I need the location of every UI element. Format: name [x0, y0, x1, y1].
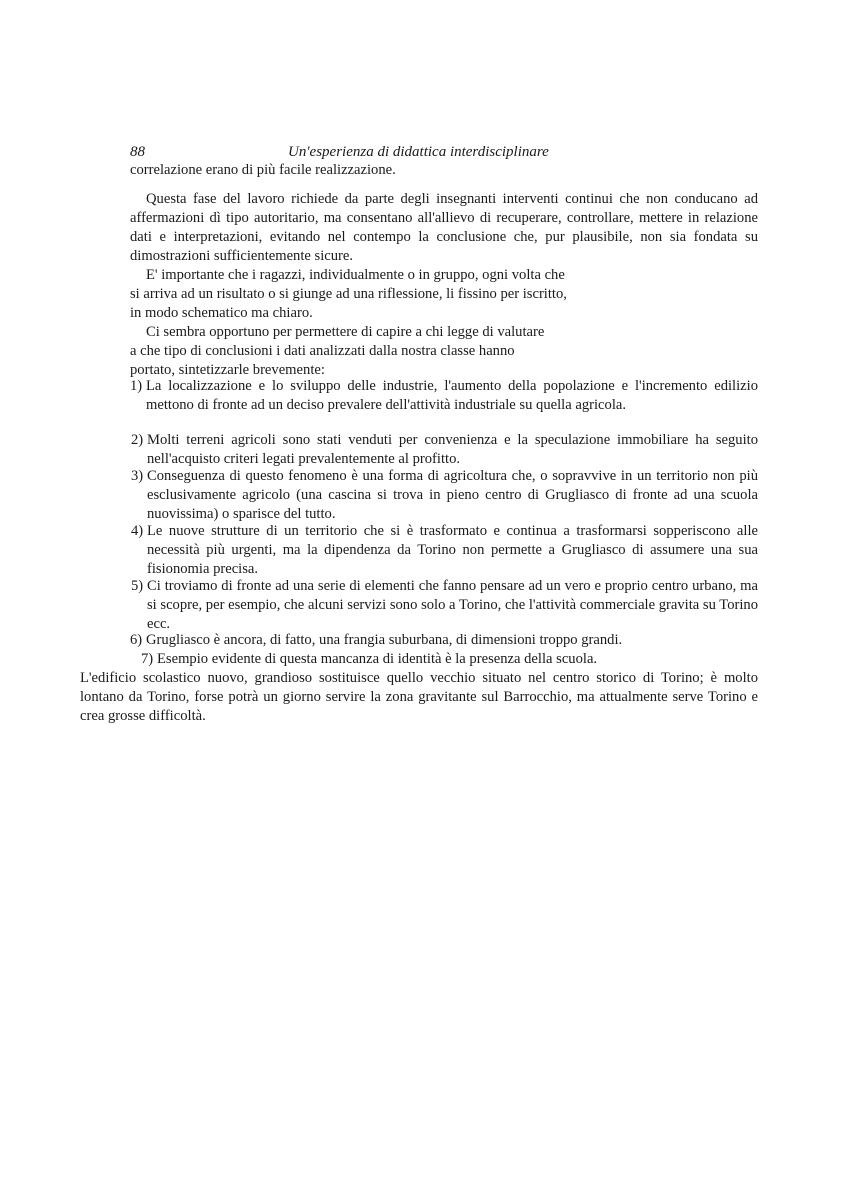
list-item [130, 631, 758, 650]
list-item [130, 377, 758, 415]
list-item-text: Esempio evidente di questa mancanza di identità è la presenza della scuola. [157, 651, 598, 667]
list-item-number: 4) [131, 523, 144, 539]
list-item-text: Grugliasco è ancora, di fatto, una frangia suburbana, di dimensioni troppo grandi. [146, 632, 623, 648]
list-item [131, 467, 758, 524]
list-item-number: 6) [130, 632, 143, 648]
list-item-number: 5) [131, 578, 144, 594]
list-item-text: Molti terreni agricoli sono stati venduti per convenienza e la speculazione immobiliare ha seguito nell'acquisto criteri legati prevalentemente al profitto. [147, 432, 758, 467]
running-header [130, 143, 758, 163]
paragraph-school-building: L'edificio scolastico nuovo, grandioso sostituisce quello vecchio situato nel centro storico di Torino; è molto lontano da Torino, forse potrà un giorno servire la zona gravitante sul Barrocchio, ma attualmente serve Torino e crea grosse difficoltà. [80, 670, 758, 724]
list-item-number: 3) [131, 468, 144, 484]
page-number: 88 [130, 144, 145, 160]
paragraph-written-notes: E' importante che i ragazzi, individualmente o in gruppo, ogni volta che si arriva ad un risultato o si giunge ad una riflessione, li fissino per iscritto, in modo schematico ma chiaro. [130, 267, 567, 321]
list-item-text: La localizzazione e lo sviluppo delle industrie, l'aumento della popolazione e l'incremento edilizio mettono di fronte ad un deciso prevalere dell'attività industriale su quella agricola. [146, 378, 758, 413]
list-item [141, 650, 758, 669]
list-item-text: Le nuove strutture di un territorio che si è trasformato e continua a trasformarsi sopperiscono alle necessità più urgenti, ma la dipendenza da Torino non permette a Grugliasco di assumere una sua fisionomia precisa. [147, 523, 758, 577]
paragraph-teacher-interventions: Questa fase del lavoro richiede da parte degli insegnanti interventi continui che non conducano ad affermazioni dì tipo autoritario, ma consentano all'allievo di recuperare, controllare, mettere in relazione dati e interpretazioni, evitando nel contempo la conclusione che, pur plausibile, non sia fondata su dimostrazioni sufficientemente sicure. [130, 191, 758, 264]
list-item-number: 2) [131, 432, 144, 448]
list-item-text: Conseguenza di questo fenomeno è una forma di agricoltura che, o sopravvive in un territorio non più esclusivamente agricolo (una cascina si trova in pieno centro di Grugliasco di fronte ad una scuola nuovissima) o sparisce del tutto. [147, 468, 758, 522]
list-item [131, 431, 758, 469]
list-item [131, 522, 758, 579]
paragraph-continuation: correlazione erano di più facile realizzazione. [130, 162, 396, 178]
running-title: Un'esperienza di didattica interdisciplinare [288, 144, 549, 160]
list-item-number: 1) [130, 378, 143, 394]
list-item [131, 577, 758, 634]
list-item-number: 7) [141, 651, 154, 667]
list-item-text: Ci troviamo di fronte ad una serie di elementi che fanno pensare ad un vero e proprio centro urbano, ma si scopre, per esempio, che alcuni servizi sono solo a Torino, che l'attività commerciale gravita su Torino ecc. [147, 578, 758, 632]
paragraph-conclusions-intro: Ci sembra opportuno per permettere di capire a chi legge di valutare a che tipo di conclusioni i dati analizzati dalla nostra classe hanno portato, sintetizzarle brevemente: [130, 324, 545, 378]
